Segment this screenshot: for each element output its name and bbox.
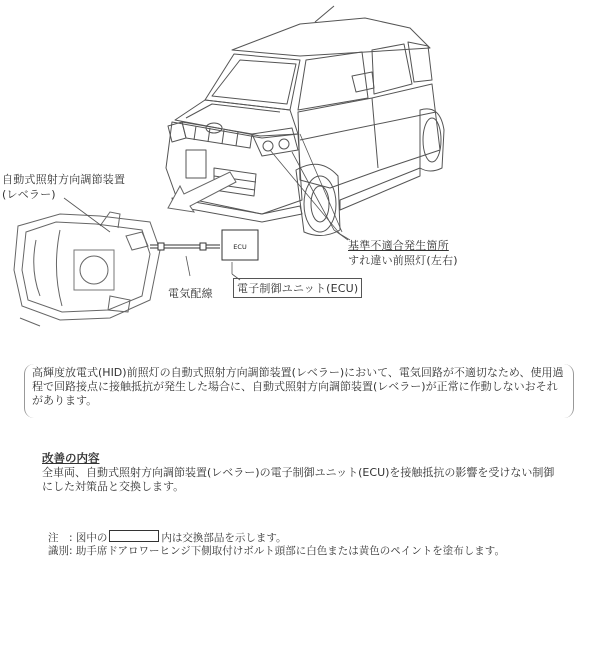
- improvement-body: 全車両、自動式照射方向調節装置(レベラー)の電子制御ユニット(ECU)を接触抵抗の影響を受けない制御にした対策品と交換します。: [42, 466, 555, 493]
- leveler-label-line1: 自動式照射方向調節装置: [2, 173, 126, 186]
- wiring-harness: [150, 243, 220, 250]
- defect-description: 高輝度放電式(HID)前照灯の自動式照射方向調節装置(レベラー)において、電気回路が不適切なため、使用過程で回路接点に接触抵抗が発生した場合に、自動式照射方向調節装置(レベラー)が正常に作動しないおそれがあります。: [32, 366, 564, 407]
- replacement-part-box: [109, 530, 159, 542]
- wiring-label: 電気配線: [168, 287, 213, 300]
- note-prefix: 注 : 図中の: [48, 532, 108, 544]
- improvement-heading: 改善の内容: [42, 451, 100, 465]
- defect-sub-label: すれ違い前照灯(左右): [348, 254, 458, 267]
- leveler-label-line2: (レベラー): [2, 188, 56, 201]
- ecu-label: 電子制御ユニット(ECU): [233, 278, 362, 298]
- leader-lines: [64, 134, 350, 280]
- identification-note: 識別: 助手席ドアロワーヒンジ下側取付けボルト頭部に白色または黄色のペイントを塗布します。: [48, 545, 505, 557]
- headlamp-illustration: [14, 212, 160, 326]
- leveler-label: [2, 172, 125, 202]
- ecu-box: [222, 230, 258, 260]
- defect-label: 基準不適合発生箇所: [348, 239, 449, 252]
- note-suffix: 内は交換部品を示します。: [161, 532, 287, 544]
- car-illustration: [166, 6, 444, 236]
- ecu-box-text: ECU: [233, 243, 247, 251]
